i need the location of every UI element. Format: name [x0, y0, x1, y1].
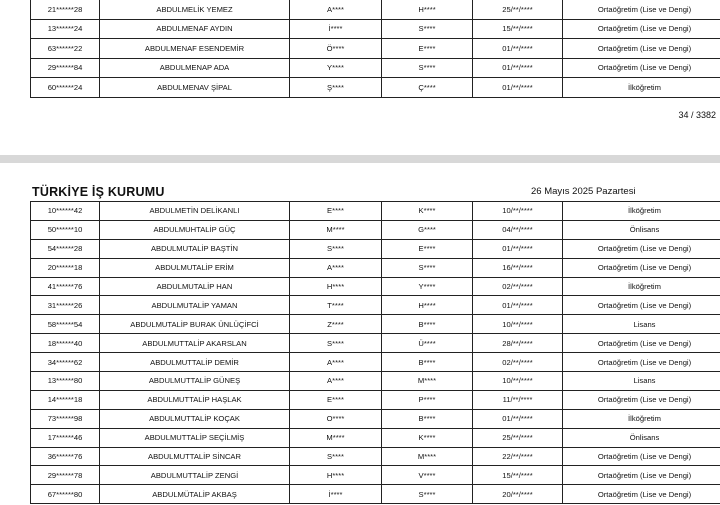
mother-initial-cell: S**** — [382, 258, 473, 277]
father-initial-cell: E**** — [290, 202, 382, 221]
table-row — [31, 39, 720, 59]
table-row — [31, 202, 720, 221]
table-row — [31, 466, 720, 485]
education-level-cell: Ortaöğretim (Lise ve Dengi) — [563, 390, 720, 409]
table-row — [31, 0, 720, 19]
education-level-cell: Ortaöğretim (Lise ve Dengi) — [563, 485, 720, 504]
full-name-cell: ABDULMUTALİP BURAK ÜNLÜÇİFCİ — [100, 315, 290, 334]
full-name-cell: ABDULMELİK YEMEZ — [100, 0, 290, 19]
table-row — [31, 220, 720, 239]
document-page-35 — [0, 163, 720, 505]
table-row — [31, 277, 720, 296]
full-name-cell: ABDULMUTTALİP DEMİR — [100, 353, 290, 372]
birth-date-cell: 04/**/**** — [473, 220, 563, 239]
page-separator — [0, 155, 720, 163]
birth-date-cell: 15/**/**** — [473, 466, 563, 485]
table-row — [31, 258, 720, 277]
table-row — [31, 409, 720, 428]
education-level-cell: Önlisans — [563, 428, 720, 447]
masked-id-cell: 21******28 — [31, 0, 100, 19]
masked-id-cell: 67******80 — [31, 485, 100, 504]
education-level-cell: İlköğretim — [563, 277, 720, 296]
masked-id-cell: 20******18 — [31, 258, 100, 277]
masked-id-cell: 63******22 — [31, 39, 100, 59]
education-level-cell: Önlisans — [563, 220, 720, 239]
table-row — [31, 334, 720, 353]
birth-date-cell: 02/**/**** — [473, 353, 563, 372]
full-name-cell: ABDULMUHTALİP GÜÇ — [100, 220, 290, 239]
birth-date-cell: 02/**/**** — [473, 277, 563, 296]
full-name-cell: ABDULMUTTALİP HAŞLAK — [100, 390, 290, 409]
father-initial-cell: M**** — [290, 428, 382, 447]
masked-id-cell: 60******24 — [31, 78, 100, 98]
full-name-cell: ABDULMÜTALİP AKBAŞ — [100, 485, 290, 504]
education-level-cell: Ortaöğretim (Lise ve Dengi) — [563, 0, 720, 19]
education-level-cell: İlköğretim — [563, 202, 720, 221]
mother-initial-cell: K**** — [382, 428, 473, 447]
table-row — [31, 239, 720, 258]
mother-initial-cell: Y**** — [382, 277, 473, 296]
father-initial-cell: Ş**** — [290, 78, 382, 98]
mother-initial-cell: G**** — [382, 220, 473, 239]
mother-initial-cell: E**** — [382, 239, 473, 258]
masked-id-cell: 54******28 — [31, 239, 100, 258]
full-name-cell: ABDULMETİN DELİKANLI — [100, 202, 290, 221]
full-name-cell: ABDULMENAF ESENDEMİR — [100, 39, 290, 59]
table-row — [31, 315, 720, 334]
mother-initial-cell: M**** — [382, 372, 473, 391]
birth-date-cell: 01/**/**** — [473, 58, 563, 78]
father-initial-cell: O**** — [290, 409, 382, 428]
masked-id-cell: 14******18 — [31, 390, 100, 409]
table-row — [31, 19, 720, 39]
education-level-cell: Ortaöğretim (Lise ve Dengi) — [563, 334, 720, 353]
masked-id-cell: 73******98 — [31, 409, 100, 428]
table-row — [31, 372, 720, 391]
document-date: 26 Mayıs 2025 Pazartesi — [531, 186, 636, 197]
father-initial-cell: S**** — [290, 447, 382, 466]
mother-initial-cell: E**** — [382, 39, 473, 59]
education-level-cell: Ortaöğretim (Lise ve Dengi) — [563, 39, 720, 59]
masked-id-cell: 13******80 — [31, 372, 100, 391]
birth-date-cell: 11/**/**** — [473, 390, 563, 409]
education-level-cell: Lisans — [563, 372, 720, 391]
table-body — [31, 0, 720, 97]
father-initial-cell: S**** — [290, 239, 382, 258]
father-initial-cell: E**** — [290, 390, 382, 409]
table-row — [31, 485, 720, 504]
table-row — [31, 78, 720, 98]
table-body — [31, 202, 720, 504]
birth-date-cell: 01/**/**** — [473, 239, 563, 258]
father-initial-cell: İ**** — [290, 19, 382, 39]
full-name-cell: ABDULMENAP ADA — [100, 58, 290, 78]
birth-date-cell: 16/**/**** — [473, 258, 563, 277]
full-name-cell: ABDULMUTTALİP SEÇİLMİŞ — [100, 428, 290, 447]
mother-initial-cell: H**** — [382, 0, 473, 19]
birth-date-cell: 15/**/**** — [473, 19, 563, 39]
table-row — [31, 353, 720, 372]
birth-date-cell: 01/**/**** — [473, 296, 563, 315]
masked-id-cell: 50******10 — [31, 220, 100, 239]
education-level-cell: Ortaöğretim (Lise ve Dengi) — [563, 258, 720, 277]
page-number: 34 / 3382 — [678, 110, 716, 120]
father-initial-cell: H**** — [290, 277, 382, 296]
organization-title: TÜRKİYE İŞ KURUMU — [32, 185, 165, 199]
full-name-cell: ABDULMENAF AYDIN — [100, 19, 290, 39]
father-initial-cell: A**** — [290, 258, 382, 277]
education-level-cell: Ortaöğretim (Lise ve Dengi) — [563, 239, 720, 258]
table-row — [31, 428, 720, 447]
father-initial-cell: A**** — [290, 353, 382, 372]
birth-date-cell: 22/**/**** — [473, 447, 563, 466]
education-level-cell: Ortaöğretim (Lise ve Dengi) — [563, 58, 720, 78]
education-level-cell: Ortaöğretim (Lise ve Dengi) — [563, 353, 720, 372]
mother-initial-cell: B**** — [382, 409, 473, 428]
father-initial-cell: Y**** — [290, 58, 382, 78]
table-row — [31, 58, 720, 78]
masked-id-cell: 29******84 — [31, 58, 100, 78]
birth-date-cell: 25/**/**** — [473, 0, 563, 19]
education-level-cell: İlköğretim — [563, 409, 720, 428]
applicant-table-page-34 — [30, 0, 720, 98]
masked-id-cell: 41******76 — [31, 277, 100, 296]
full-name-cell: ABDULMUTTALİP ZENGİ — [100, 466, 290, 485]
mother-initial-cell: K**** — [382, 202, 473, 221]
education-level-cell: Ortaöğretim (Lise ve Dengi) — [563, 296, 720, 315]
father-initial-cell: A**** — [290, 0, 382, 19]
full-name-cell: ABDULMUTTALİP KOÇAK — [100, 409, 290, 428]
masked-id-cell: 36******76 — [31, 447, 100, 466]
mother-initial-cell: S**** — [382, 485, 473, 504]
birth-date-cell: 25/**/**** — [473, 428, 563, 447]
full-name-cell: ABDULMENAV ŞİPAL — [100, 78, 290, 98]
mother-initial-cell: B**** — [382, 353, 473, 372]
mother-initial-cell: Ü**** — [382, 334, 473, 353]
birth-date-cell: 01/**/**** — [473, 39, 563, 59]
table-row — [31, 447, 720, 466]
mother-initial-cell: H**** — [382, 296, 473, 315]
father-initial-cell: Z**** — [290, 315, 382, 334]
full-name-cell: ABDULMUTTALİP AKARSLAN — [100, 334, 290, 353]
masked-id-cell: 17******46 — [31, 428, 100, 447]
full-name-cell: ABDULMUTALİP YAMAN — [100, 296, 290, 315]
education-level-cell: Ortaöğretim (Lise ve Dengi) — [563, 466, 720, 485]
father-initial-cell: A**** — [290, 372, 382, 391]
father-initial-cell: S**** — [290, 334, 382, 353]
table-row — [31, 390, 720, 409]
education-level-cell: Lisans — [563, 315, 720, 334]
full-name-cell: ABDULMUTTALİP SİNCAR — [100, 447, 290, 466]
education-level-cell: İlköğretim — [563, 78, 720, 98]
full-name-cell: ABDULMUTALİP ERİM — [100, 258, 290, 277]
mother-initial-cell: V**** — [382, 466, 473, 485]
education-level-cell: Ortaöğretim (Lise ve Dengi) — [563, 447, 720, 466]
masked-id-cell: 34******62 — [31, 353, 100, 372]
mother-initial-cell: B**** — [382, 315, 473, 334]
full-name-cell: ABDULMUTALİP HAN — [100, 277, 290, 296]
applicant-table-page-35 — [30, 201, 720, 504]
masked-id-cell: 10******42 — [31, 202, 100, 221]
document-page-34 — [0, 0, 720, 155]
masked-id-cell: 31******26 — [31, 296, 100, 315]
masked-id-cell: 29******78 — [31, 466, 100, 485]
table-row — [31, 296, 720, 315]
education-level-cell: Ortaöğretim (Lise ve Dengi) — [563, 19, 720, 39]
father-initial-cell: M**** — [290, 220, 382, 239]
masked-id-cell: 58******54 — [31, 315, 100, 334]
mother-initial-cell: P**** — [382, 390, 473, 409]
birth-date-cell: 10/**/**** — [473, 315, 563, 334]
mother-initial-cell: S**** — [382, 19, 473, 39]
masked-id-cell: 13******24 — [31, 19, 100, 39]
birth-date-cell: 10/**/**** — [473, 202, 563, 221]
birth-date-cell: 01/**/**** — [473, 78, 563, 98]
birth-date-cell: 10/**/**** — [473, 372, 563, 391]
birth-date-cell: 28/**/**** — [473, 334, 563, 353]
father-initial-cell: Ö**** — [290, 39, 382, 59]
mother-initial-cell: S**** — [382, 58, 473, 78]
full-name-cell: ABDULMUTALİP BAŞTİN — [100, 239, 290, 258]
father-initial-cell: H**** — [290, 466, 382, 485]
mother-initial-cell: Ç**** — [382, 78, 473, 98]
birth-date-cell: 20/**/**** — [473, 485, 563, 504]
mother-initial-cell: M**** — [382, 447, 473, 466]
full-name-cell: ABDULMUTTALİP GÜNEŞ — [100, 372, 290, 391]
father-initial-cell: T**** — [290, 296, 382, 315]
birth-date-cell: 01/**/**** — [473, 409, 563, 428]
masked-id-cell: 18******40 — [31, 334, 100, 353]
father-initial-cell: İ**** — [290, 485, 382, 504]
